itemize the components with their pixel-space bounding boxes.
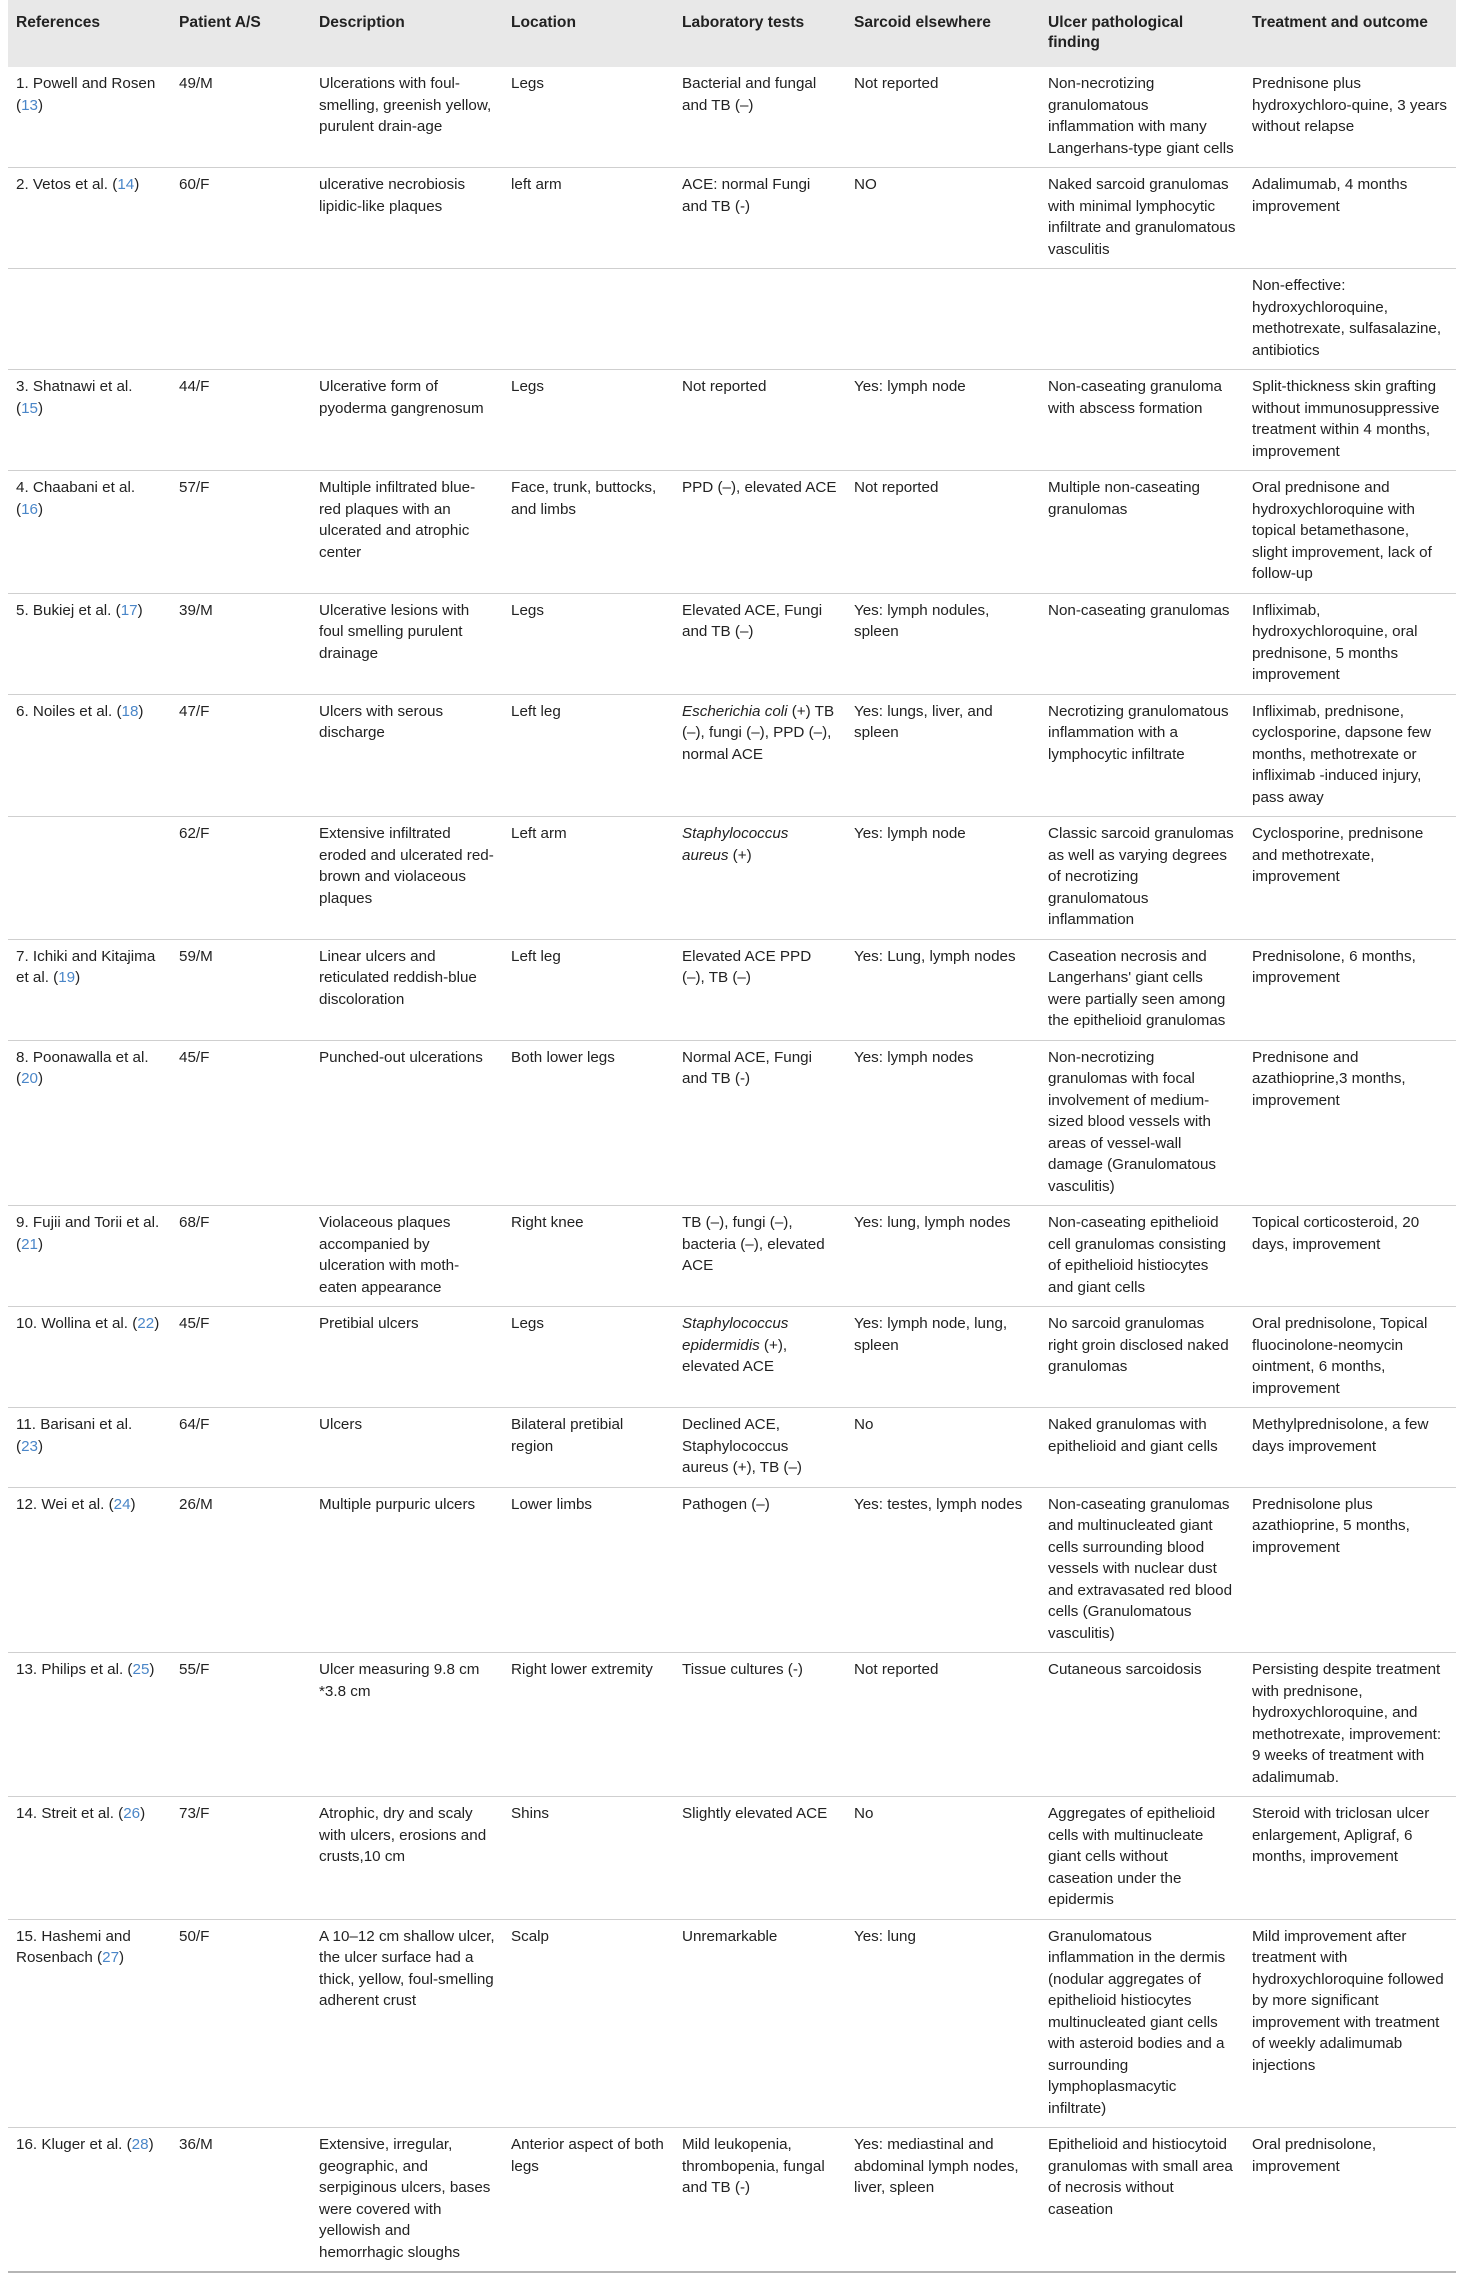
table-row	[8, 1206, 1456, 1307]
table-row	[8, 269, 1456, 370]
sarcoid-elsewhere-cell: Yes: lymph node	[846, 370, 1040, 471]
description-cell: A 10–12 cm shallow ulcer, the ulcer surface had a thick, yellow, foul-smelling adherent crust	[311, 1919, 503, 2128]
table-row	[8, 1040, 1456, 1206]
location-cell: Left leg	[503, 939, 674, 1040]
reference-cell	[8, 1408, 171, 1488]
reference-cell	[8, 1206, 171, 1307]
lab-text: Normal ACE, Fungi and TB (-)	[682, 1048, 812, 1087]
description-cell: Atrophic, dry and scaly with ulcers, erosions and crusts,10 cm	[311, 1797, 503, 1920]
treatment-cell: Prednisolone, 6 months, improvement	[1244, 939, 1456, 1040]
reference-link: 28	[131, 2136, 149, 2153]
header-laboratory-tests: Laboratory tests	[674, 0, 846, 67]
description-cell: Extensive, irregular, geographic, and serpiginous ulcers, bases were covered with yellowish and hemorrhagic sloughs	[311, 2128, 503, 2273]
location-cell: Legs	[503, 370, 674, 471]
sarcoid-elsewhere-cell: Yes: mediastinal and abdominal lymph nodes, liver, spleen	[846, 2128, 1040, 2273]
reference-close: )	[37, 1437, 44, 1455]
lab-text: Not reported	[682, 378, 767, 395]
table-body	[8, 67, 1456, 2272]
reference-text: 15. Hashemi and Rosenbach (	[16, 1927, 131, 1966]
reference-cell	[8, 269, 171, 370]
laboratory-cell	[674, 471, 846, 594]
sarcoid-elsewhere-cell: Yes: lung	[846, 1919, 1040, 2128]
reference-text: 4. Chaabani et al. (	[16, 479, 136, 518]
patient-age-sex-cell	[171, 269, 311, 370]
patient-age-sex-cell: 73/F	[171, 1797, 311, 1920]
patient-age-sex-cell: 55/F	[171, 1653, 311, 1797]
laboratory-cell	[674, 1919, 846, 2128]
table-row	[8, 2128, 1456, 2273]
pathology-cell: Naked sarcoid granulomas with minimal lymphocytic infiltrate and granulomatous vasculitis	[1040, 168, 1244, 269]
pathology-cell: No sarcoid granulomas right groin disclosed naked granulomas	[1040, 1307, 1244, 1408]
laboratory-cell	[674, 1206, 846, 1307]
reference-link: 18	[121, 702, 139, 720]
location-cell: Scalp	[503, 1919, 674, 2128]
patient-age-sex-cell: 45/F	[171, 1040, 311, 1206]
location-cell: Legs	[503, 593, 674, 694]
description-cell: Violaceous plaques accompanied by ulceration with moth-eaten appearance	[311, 1206, 503, 1307]
pathology-cell: Non-caseating granuloma with abscess formation	[1040, 370, 1244, 471]
lab-text: Declined ACE, Staphylococcus aureus (+), TB (–)	[682, 1416, 802, 1476]
reference-link: 20	[21, 1070, 38, 1087]
treatment-cell: Methylprednisolone, a few days improvement	[1244, 1408, 1456, 1488]
location-cell: Left leg	[503, 694, 674, 817]
laboratory-cell	[674, 269, 846, 370]
table-row	[8, 1797, 1456, 1920]
reference-close: )	[75, 969, 81, 986]
reference-cell	[8, 370, 171, 471]
lab-text-rest: (+)	[728, 846, 752, 864]
description-cell: Ulcer measuring 9.8 cm *3.8 cm	[311, 1653, 503, 1797]
reference-cell	[8, 168, 171, 269]
reference-link: 24	[113, 1495, 131, 1513]
patient-age-sex-cell: 62/F	[171, 817, 311, 940]
table-row	[8, 1307, 1456, 1408]
reference-close: )	[37, 1070, 44, 1087]
patient-age-sex-cell: 60/F	[171, 168, 311, 269]
reference-cell	[8, 1653, 171, 1797]
sarcoid-elsewhere-cell: Not reported	[846, 67, 1040, 168]
reference-text: 1. Powell and Rosen (	[16, 75, 156, 114]
reference-link: 23	[21, 1437, 38, 1455]
location-cell: Anterior aspect of both legs	[503, 2128, 674, 2273]
sarcoid-elsewhere-cell: Yes: lymph nodules, spleen	[846, 593, 1040, 694]
patient-age-sex-cell: 36/M	[171, 2128, 311, 2273]
laboratory-cell	[674, 1408, 846, 1488]
treatment-cell: Mild improvement after treatment with hydroxychloroquine followed by more significant improvement with treatment of weekly adalimumab injections	[1244, 1919, 1456, 2128]
patient-age-sex-cell: 39/M	[171, 593, 311, 694]
reference-text: 13. Philips et al. (	[16, 1661, 133, 1678]
reference-text: 3. Shatnawi et al. (	[16, 378, 133, 417]
pathology-cell: Non-necrotizing granulomatous inflammation with many Langerhans-type giant cells	[1040, 67, 1244, 168]
reference-cell	[8, 1797, 171, 1920]
lab-text: Mild leukopenia, thrombopenia, fungal and TB (-)	[682, 2136, 825, 2196]
laboratory-cell	[674, 1040, 846, 1206]
reference-close: )	[119, 1949, 125, 1966]
sarcoid-elsewhere-cell: No	[846, 1797, 1040, 1920]
reference-close: )	[37, 399, 44, 417]
reference-link: 14	[117, 176, 135, 193]
reference-cell	[8, 939, 171, 1040]
sarcoid-elsewhere-cell: NO	[846, 168, 1040, 269]
treatment-cell: Persisting despite treatment with prednisone, hydroxychloroquine, and methotrexate, improvement: 9 weeks of treatment with adalimumab.	[1244, 1653, 1456, 1797]
reference-close: )	[37, 96, 44, 114]
reference-cell	[8, 694, 171, 817]
description-cell: ulcerative necrobiosis lipidic-like plaques	[311, 168, 503, 269]
description-cell: Extensive infiltrated eroded and ulcerated red-brown and violaceous plaques	[311, 817, 503, 940]
reference-close: )	[37, 1235, 44, 1253]
description-cell: Ulcerative form of pyoderma gangrenosum	[311, 370, 503, 471]
patient-age-sex-cell: 64/F	[171, 1408, 311, 1488]
reference-close: )	[137, 601, 143, 619]
laboratory-cell	[674, 1307, 846, 1408]
sarcoid-elsewhere-cell: Yes: lungs, liver, and spleen	[846, 694, 1040, 817]
reference-close: )	[154, 1315, 160, 1332]
laboratory-cell	[674, 1797, 846, 1920]
reference-close: )	[149, 1661, 155, 1678]
reference-text: 11. Barisani et al. (	[16, 1416, 133, 1455]
reference-cell	[8, 817, 171, 940]
table-row	[8, 817, 1456, 940]
sarcoid-elsewhere-cell: Not reported	[846, 471, 1040, 594]
treatment-cell: Adalimumab, 4 months improvement	[1244, 168, 1456, 269]
description-cell: Multiple purpuric ulcers	[311, 1487, 503, 1653]
reference-close: )	[37, 500, 44, 518]
table-row	[8, 1487, 1456, 1653]
table-row	[8, 168, 1456, 269]
lab-text: TB (–), fungi (–), bacteria (–), elevated ACE	[682, 1214, 825, 1274]
pathology-cell: Non-necrotizing granulomas with focal involvement of medium-sized blood vessels with areas of vessel-wall damage (Granulomatous vasculitis)	[1040, 1040, 1244, 1206]
lab-organism: Staphylococcus aureus	[682, 825, 789, 864]
literature-table	[8, 0, 1456, 2273]
header-row	[8, 0, 1456, 67]
reference-cell	[8, 593, 171, 694]
table-row	[8, 370, 1456, 471]
table-row	[8, 1653, 1456, 1797]
reference-link: 15	[21, 399, 38, 417]
description-cell: Linear ulcers and reticulated reddish-blue discoloration	[311, 939, 503, 1040]
header-ulcer-pathology: Ulcer pathological finding	[1040, 0, 1244, 67]
lab-organism: Staphylococcus epidermidis	[682, 1315, 789, 1354]
reference-link: 25	[132, 1661, 150, 1678]
patient-age-sex-cell: 47/F	[171, 694, 311, 817]
laboratory-cell	[674, 1487, 846, 1653]
treatment-cell: Oral prednisone and hydroxychloroquine with topical betamethasone, slight improvement, lack of follow-up	[1244, 471, 1456, 594]
header-references: References	[8, 0, 171, 67]
header-location: Location	[503, 0, 674, 67]
pathology-cell: Non-caseating epithelioid cell granulomas consisting of epithelioid histiocytes and giant cells	[1040, 1206, 1244, 1307]
sarcoid-elsewhere-cell	[846, 269, 1040, 370]
lab-text: Elevated ACE, Fungi and TB (–)	[682, 601, 823, 640]
location-cell: Both lower legs	[503, 1040, 674, 1206]
location-cell: Shins	[503, 1797, 674, 1920]
pathology-cell: Granulomatous inflammation in the dermis (nodular aggregates of epithelioid histiocytes multinucleated giant cells with asteroid bodies and a surrounding lymphoplasmacytic infiltrate)	[1040, 1919, 1244, 2128]
lab-text: Tissue cultures (-)	[682, 1661, 803, 1678]
reference-link: 19	[58, 969, 76, 986]
reference-close: )	[130, 1495, 136, 1513]
description-cell: Pretibial ulcers	[311, 1307, 503, 1408]
reference-cell	[8, 1919, 171, 2128]
reference-close: )	[138, 702, 144, 720]
laboratory-cell	[674, 1653, 846, 1797]
pathology-cell: Aggregates of epithelioid cells with multinucleate giant cells without caseation under the epidermis	[1040, 1797, 1244, 1920]
pathology-cell: Multiple non-caseating granulomas	[1040, 471, 1244, 594]
pathology-cell	[1040, 269, 1244, 370]
treatment-cell: Cyclosporine, prednisone and methotrexate, improvement	[1244, 817, 1456, 940]
table-row	[8, 471, 1456, 594]
header-treatment-outcome: Treatment and outcome	[1244, 0, 1456, 67]
sarcoid-elsewhere-cell: No	[846, 1408, 1040, 1488]
reference-link: 21	[21, 1235, 38, 1253]
treatment-cell: Prednisone plus hydroxychloro-quine, 3 years without relapse	[1244, 67, 1456, 168]
table-row	[8, 1919, 1456, 2128]
reference-link: 22	[137, 1315, 155, 1332]
reference-text: 9. Fujii and Torii et al. (	[16, 1214, 160, 1253]
location-cell	[503, 269, 674, 370]
lab-text: Bacterial and fungal and TB (–)	[682, 75, 817, 114]
treatment-cell: Prednisone and azathioprine,3 months, improvement	[1244, 1040, 1456, 1206]
lab-text: ACE: normal Fungi and TB (-)	[682, 176, 811, 215]
reference-text: 16. Kluger et al. (	[16, 2136, 132, 2153]
treatment-cell: Oral prednisolone, improvement	[1244, 2128, 1456, 2273]
reference-text: 6. Noiles et al. (	[16, 702, 122, 720]
reference-link: 26	[123, 1805, 141, 1822]
lab-text: Pathogen (–)	[682, 1495, 770, 1513]
location-cell: Right knee	[503, 1206, 674, 1307]
pathology-cell: Non-caseating granulomas	[1040, 593, 1244, 694]
reference-close: )	[134, 176, 140, 193]
reference-cell	[8, 1040, 171, 1206]
sarcoid-elsewhere-cell: Yes: lung, lymph nodes	[846, 1206, 1040, 1307]
description-cell: Multiple infiltrated blue-red plaques with an ulcerated and atrophic center	[311, 471, 503, 594]
table-row	[8, 694, 1456, 817]
description-cell: Ulcers	[311, 1408, 503, 1488]
reference-link: 17	[120, 601, 138, 619]
description-cell: Ulcerations with foul-smelling, greenish yellow, purulent drain-age	[311, 67, 503, 168]
header-sarcoid-elsewhere: Sarcoid elsewhere	[846, 0, 1040, 67]
lab-text: Slightly elevated ACE	[682, 1805, 828, 1822]
reference-text: 10. Wollina et al. (	[16, 1315, 138, 1332]
laboratory-cell	[674, 939, 846, 1040]
patient-age-sex-cell: 59/M	[171, 939, 311, 1040]
pathology-cell: Necrotizing granulomatous inflammation with a lymphocytic infiltrate	[1040, 694, 1244, 817]
sarcoid-elsewhere-cell: Yes: lymph node, lung, spleen	[846, 1307, 1040, 1408]
laboratory-cell	[674, 593, 846, 694]
location-cell: Legs	[503, 67, 674, 168]
location-cell: Legs	[503, 1307, 674, 1408]
reference-text: 2. Vetos et al. (	[16, 176, 118, 193]
treatment-cell: Infliximab, hydroxychloroquine, oral prednisone, 5 months improvement	[1244, 593, 1456, 694]
treatment-cell: Split-thickness skin grafting without immunosuppressive treatment within 4 months, improvement	[1244, 370, 1456, 471]
reference-close: )	[148, 2136, 154, 2153]
header-patient-as: Patient A/S	[171, 0, 311, 67]
reference-text: 14. Streit et al. (	[16, 1805, 124, 1822]
pathology-cell: Caseation necrosis and Langerhans' giant cells were partially seen among the epithelioid granulomas	[1040, 939, 1244, 1040]
sarcoid-elsewhere-cell: Not reported	[846, 1653, 1040, 1797]
patient-age-sex-cell: 26/M	[171, 1487, 311, 1653]
reference-link: 27	[102, 1949, 120, 1966]
laboratory-cell	[674, 817, 846, 940]
pathology-cell: Epithelioid and histiocytoid granulomas with small area of necrosis without caseation	[1040, 2128, 1244, 2273]
table-row	[8, 67, 1456, 168]
patient-age-sex-cell: 45/F	[171, 1307, 311, 1408]
lab-text-rest: (+), elevated ACE	[682, 1336, 788, 1375]
reference-cell	[8, 471, 171, 594]
description-cell: Ulcerative lesions with foul smelling purulent drainage	[311, 593, 503, 694]
sarcoid-elsewhere-cell: Yes: testes, lymph nodes	[846, 1487, 1040, 1653]
pathology-cell: Naked granulomas with epithelioid and giant cells	[1040, 1408, 1244, 1488]
table-row	[8, 593, 1456, 694]
reference-link: 13	[21, 96, 38, 114]
patient-age-sex-cell: 49/M	[171, 67, 311, 168]
reference-text: 7. Ichiki and Kitajima et al. (	[16, 947, 156, 986]
reference-link: 16	[21, 500, 38, 518]
description-cell	[311, 269, 503, 370]
lab-text-rest: (+) TB (–), fungi (–), PPD (–), normal ACE	[682, 702, 835, 763]
laboratory-cell	[674, 67, 846, 168]
pathology-cell: Classic sarcoid granulomas as well as varying degrees of necrotizing granulomatous inflammation	[1040, 817, 1244, 940]
sarcoid-elsewhere-cell: Yes: Lung, lymph nodes	[846, 939, 1040, 1040]
patient-age-sex-cell: 68/F	[171, 1206, 311, 1307]
reference-text: 5. Bukiej et al. (	[16, 601, 121, 619]
location-cell: Bilateral pretibial region	[503, 1408, 674, 1488]
reference-cell	[8, 67, 171, 168]
header-description: Description	[311, 0, 503, 67]
table-row	[8, 939, 1456, 1040]
reference-cell	[8, 2128, 171, 2273]
sarcoid-elsewhere-cell: Yes: lymph node	[846, 817, 1040, 940]
treatment-cell: Topical corticosteroid, 20 days, improvement	[1244, 1206, 1456, 1307]
patient-age-sex-cell: 50/F	[171, 1919, 311, 2128]
reference-text: 8. Poonawalla et al. (	[16, 1048, 149, 1087]
reference-text: 12. Wei et al. (	[16, 1495, 114, 1513]
laboratory-cell	[674, 694, 846, 817]
reference-close: )	[140, 1805, 146, 1822]
lab-text: Elevated ACE PPD (–), TB (–)	[682, 947, 812, 986]
laboratory-cell	[674, 168, 846, 269]
treatment-cell: Steroid with triclosan ulcer enlargement, Apligraf, 6 months, improvement	[1244, 1797, 1456, 1920]
lab-organism: Escherichia coli	[682, 702, 788, 720]
patient-age-sex-cell: 57/F	[171, 471, 311, 594]
treatment-cell: Infliximab, prednisone, cyclosporine, dapsone few months, methotrexate or infliximab -induced injury, pass away	[1244, 694, 1456, 817]
lab-text: PPD (–), elevated ACE	[682, 479, 837, 496]
patient-age-sex-cell: 44/F	[171, 370, 311, 471]
location-cell: Right lower extremity	[503, 1653, 674, 1797]
reference-cell	[8, 1487, 171, 1653]
lab-text: Unremarkable	[682, 1927, 778, 1945]
description-cell: Ulcers with serous discharge	[311, 694, 503, 817]
pathology-cell: Cutaneous sarcoidosis	[1040, 1653, 1244, 1797]
laboratory-cell	[674, 370, 846, 471]
location-cell: left arm	[503, 168, 674, 269]
sarcoid-elsewhere-cell: Yes: lymph nodes	[846, 1040, 1040, 1206]
table-row	[8, 1408, 1456, 1488]
location-cell: Left arm	[503, 817, 674, 940]
location-cell: Lower limbs	[503, 1487, 674, 1653]
reference-cell	[8, 1307, 171, 1408]
treatment-cell: Prednisolone plus azathioprine, 5 months, improvement	[1244, 1487, 1456, 1653]
description-cell: Punched-out ulcerations	[311, 1040, 503, 1206]
treatment-cell: Oral prednisolone, Topical fluocinolone-neomycin ointment, 6 months, improvement	[1244, 1307, 1456, 1408]
treatment-cell: Non-effective: hydroxychloroquine, methotrexate, sulfasalazine, antibiotics	[1244, 269, 1456, 370]
laboratory-cell	[674, 2128, 846, 2273]
pathology-cell: Non-caseating granulomas and multinucleated giant cells surrounding blood vessels with nuclear dust and extravasated red blood cells (Granulomatous vasculitis)	[1040, 1487, 1244, 1653]
location-cell: Face, trunk, buttocks, and limbs	[503, 471, 674, 594]
